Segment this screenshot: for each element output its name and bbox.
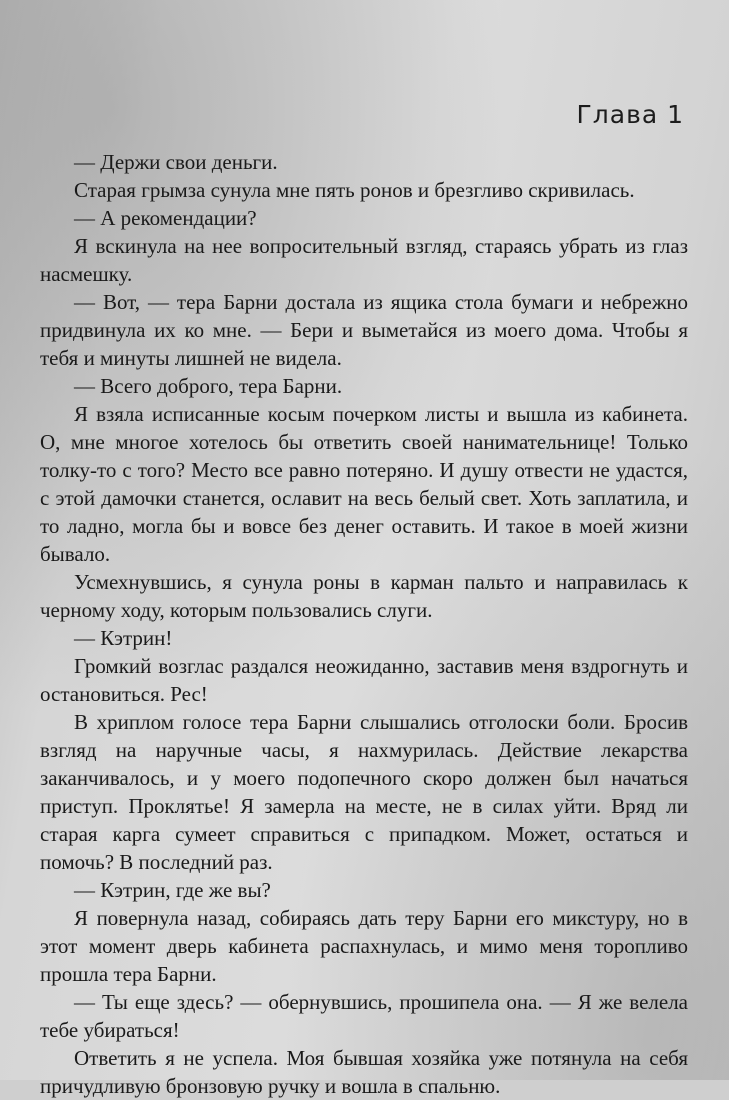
chapter-title: Глава 1 [576,100,684,129]
paragraph-13: Я повернула назад, собираясь дать теру Барни его микстуру, но в этот момент дверь кабинета распахнулась, и мимо меня торопливо прошла тера Барни. [40,906,688,986]
paragraph-12: — Кэтрин, где же вы? [74,878,271,902]
paragraph-8: Усмехнувшись, я сунула роны в карман пальто и направилась к черному ходу, которым пользовались слуги. [40,570,688,622]
paragraph-9: — Кэтрин! [74,626,173,650]
paragraph-14: — Ты еще здесь? — обернувшись, прошипела она. — Я же велела тебе убираться! [40,990,688,1042]
paragraph-7: Я взяла исписанные косым почерком листы и вышла из кабинета. О, мне многое хотелось бы ответить своей нанимательнице! Только толку-то с того? Место все равно потеряно. И душу отвести не удастся, с этой дамочки станется, ославит на весь белый свет. Хоть заплатила, и то ладно, могла бы и вовсе без денег оставить. И такое в моей жизни бывало. [40,402,688,566]
paragraph-4: Я вскинула на нее вопросительный взгляд, стараясь убрать из глаз насмешку. [40,234,688,286]
paragraph-2: Старая грымза сунула мне пять ронов и брезгливо скривилась. [74,178,635,202]
paragraph-15: Ответить я не успела. Моя бывшая хозяйка уже потянула на себя причудливую бронзовую ручку и вошла в спальню. [40,1046,688,1098]
paragraph-1: — Держи свои деньги. [74,150,278,174]
paragraph-6: — Всего доброго, тера Барни. [74,374,343,398]
body-text [40,148,688,1100]
paragraph-11: В хриплом голосе тера Барни слышались отголоски боли. Бросив взгляд на наручные часы, я нахмурилась. Действие лекарства заканчивалось, и у моего подопечного скоро должен был начаться приступ. Проклятье! Я замерла на месте, не в силах уйти. Вряд ли старая карга сумеет справиться с припадком. Может, остаться и помочь? В последний раз. [40,710,688,874]
paragraph-3: — А рекомендации? [74,206,257,230]
paragraph-5: — Вот, — тера Барни достала из ящика стола бумаги и небрежно придвинула их ко мне. — Бери и выметайся из моего дома. Чтобы я тебя и минуты лишней не видела. [40,290,688,370]
paragraph-10: Громкий возглас раздался неожиданно, заставив меня вздрогнуть и остановиться. Рес! [40,654,688,706]
